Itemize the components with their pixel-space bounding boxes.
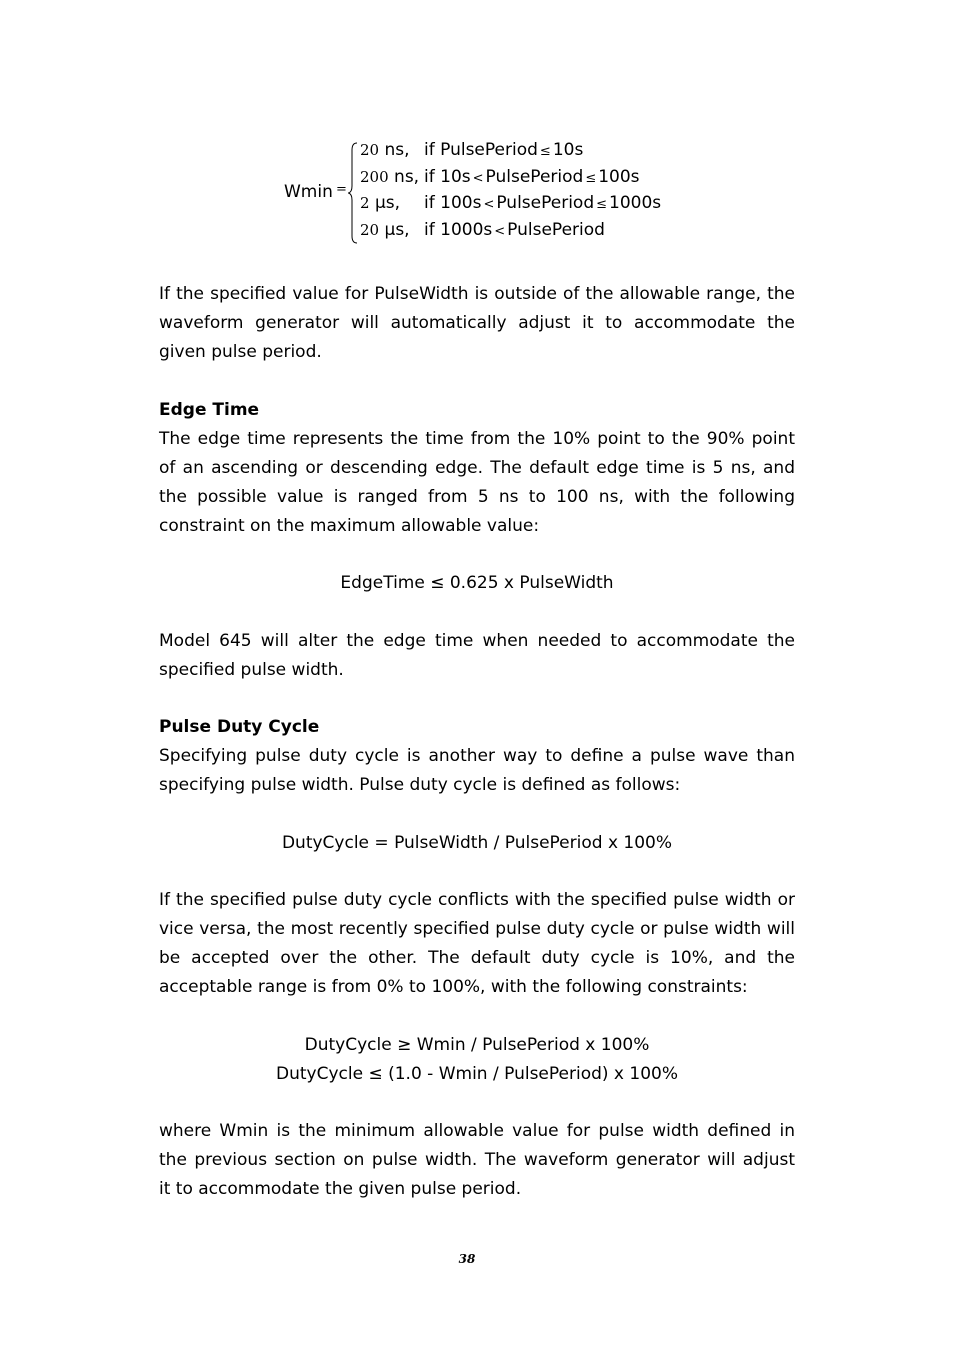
case-term-a: 100s [440,193,482,213]
paragraph-line: given pulse period. [159,342,322,362]
duty-cycle-max-constraint: DutyCycle ≤ (1.0 - Wmin / PulsePeriod) x 100% [276,1064,678,1084]
case-unit: ns, [384,140,410,160]
paragraph-line: be accepted over the other. The default duty cycle is 10%, and the [159,948,795,968]
case-unit: µs, [384,220,410,240]
case-term-b: PulsePeriod [485,167,584,187]
case-term-a: 1000s [440,220,493,240]
case-condition [424,193,661,213]
case-relation: ≤ [585,171,597,186]
paragraph-line: the possible value is ranged from 5 ns to 100 ns, with the following [159,487,795,507]
left-brace-icon [348,142,358,244]
formula-equals: = [336,182,347,197]
case-value: 20 [360,141,380,159]
case-value: 2 [360,194,370,212]
case-term-a: PulsePeriod [440,140,538,160]
formula-case-1 [360,140,584,164]
case-condition [424,167,640,187]
paragraph-line: acceptable range is from 0% to 100%, with the following constraints: [159,977,748,997]
case-if: if [424,193,441,213]
paragraph-line: specifying pulse width. Pulse duty cycle is defined as follows: [159,775,681,795]
pulse-duty-cycle-heading: Pulse Duty Cycle [159,717,320,737]
paragraph-line: the previous section on pulse width. The waveform generator will adjust [159,1150,795,1170]
case-relation: ≤ [596,197,608,212]
case-term-b: PulsePeriod [496,193,595,213]
pulse-width-range-note [159,280,795,367]
formula-case-3 [360,193,662,217]
formula-lhs: Wmin [284,182,333,202]
case-if: if [424,220,441,240]
paragraph-line: of an ascending or descending edge. The default edge time is 5 ns, and [159,458,795,478]
paragraph-line: Model 645 will alter the edge time when needed to accommodate the [159,631,795,651]
edge-time-equation: EdgeTime ≤ 0.625 x PulseWidth [340,573,614,593]
case-condition [424,140,583,160]
formula-case-2 [360,167,640,191]
edge-time-paragraph [159,425,795,541]
case-value: 200 [360,168,389,186]
case-unit: ns, [394,167,420,187]
paragraph-line: Specifying pulse duty cycle is another way to define a pulse wave than [159,746,795,766]
formula-case-4 [360,220,605,244]
case-condition [424,220,605,240]
case-relation: < [472,171,484,186]
paragraph-line: The edge time represents the time from the 10% point to the 90% point [159,429,795,449]
case-term-c: 100s [598,167,640,187]
duty-cycle-intro [159,742,795,800]
duty-cycle-paragraph [159,886,795,1002]
paragraph-line: vice versa, the most recently specified pulse duty cycle or pulse width will [159,919,795,939]
case-if: if [424,167,441,187]
edge-time-note [159,627,795,685]
paragraph-line: it to accommodate the given pulse period. [159,1179,522,1199]
case-term-b: PulsePeriod [507,220,605,240]
paragraph-line: constraint on the maximum allowable value: [159,516,540,536]
case-relation: ≤ [539,144,551,159]
case-term-c: 1000s [609,193,662,213]
paragraph-line: specified pulse width. [159,660,344,680]
case-value: 20 [360,221,380,239]
paragraph-line: If the specified value for PulseWidth is outside of the allowable range, the [159,284,795,304]
page-number: 38 [458,1252,476,1266]
case-term-b: 10s [552,140,584,160]
duty-cycle-min-constraint: DutyCycle ≥ Wmin / PulsePeriod x 100% [304,1035,650,1055]
edge-time-heading: Edge Time [159,400,260,420]
case-unit: µs, [374,193,401,213]
paragraph-line: If the specified pulse duty cycle conflicts with the specified pulse width or [159,890,795,910]
wmin-piecewise-formula [284,140,704,246]
paragraph-line: waveform generator will automatically adjust it to accommodate the [159,313,795,333]
case-if: if [424,140,441,160]
case-term-a: 10s [440,167,471,187]
case-relation: < [483,197,495,212]
case-relation: < [494,224,506,239]
wmin-closing-paragraph [159,1117,795,1204]
paragraph-line: where Wmin is the minimum allowable value for pulse width defined in [159,1121,795,1141]
duty-cycle-equation: DutyCycle = PulseWidth / PulsePeriod x 100% [281,833,673,853]
